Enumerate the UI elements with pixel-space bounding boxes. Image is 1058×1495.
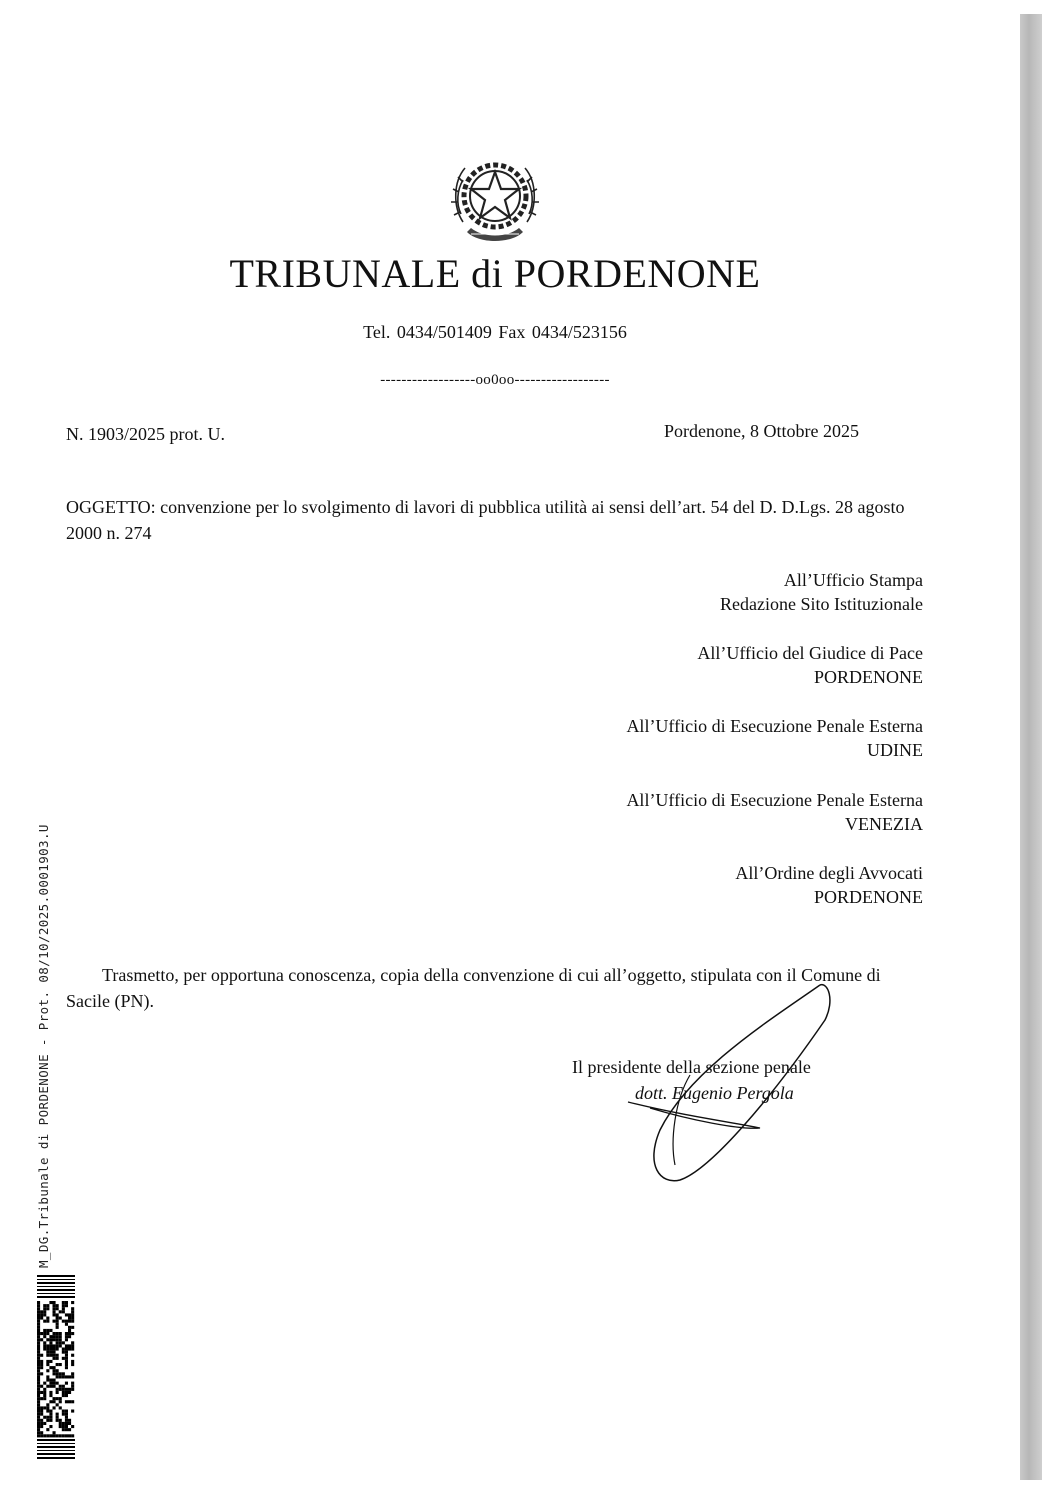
recipient-office: All’Ordine degli Avvocati: [735, 863, 923, 883]
ornamental-separator: ------------------oo0oo------------------: [380, 372, 610, 388]
recipient-office: All’Ufficio Stampa: [783, 570, 923, 590]
signer-name: dott. Eugenio Pergola: [635, 1083, 794, 1103]
recipient-detail: PORDENONE: [813, 667, 923, 687]
signer-title: Il presidente della sezione penale: [572, 1057, 811, 1077]
datamatrix-barcode-icon: [37, 1275, 75, 1461]
contact-numbers: Tel. 0434/501409 Fax 0434/523156: [363, 322, 627, 342]
recipient-detail: VENEZIA: [845, 814, 923, 834]
recipient-office: All’Ufficio di Esecuzione Penale Esterna: [626, 716, 923, 736]
subject-line: OGGETTO: convenzione per lo svolgimento di lavori di pubblica utilità ai sensi dell’art. 54 del D. D.Lgs. 28 agosto 2000 n. 274: [66, 497, 905, 543]
protocol-number: N. 1903/2025 prot. U.: [66, 424, 225, 444]
recipient-detail: UDINE: [867, 740, 923, 760]
recipient-block: [626, 714, 923, 762]
italian-republic-emblem-icon: [449, 152, 541, 248]
recipient-office: All’Ufficio di Esecuzione Penale Esterna: [626, 790, 923, 810]
scan-page-edge: [1020, 14, 1042, 1480]
recipient-block: [626, 788, 923, 836]
recipient-block: [720, 568, 923, 616]
recipient-office: All’Ufficio del Giudice di Pace: [697, 643, 923, 663]
recipient-block: [735, 861, 923, 909]
margin-stamp-text: M_DG.Tribunale di PORDENONE - Prot. 08/10/2025.0001903.U: [36, 824, 51, 1268]
body-paragraph: Trasmetto, per opportuna conoscenza, copia della convenzione di cui all’oggetto, stipulata con il Comune di Sacile (PN).: [66, 965, 881, 1011]
court-title: TRIBUNALE di PORDENONE: [229, 251, 761, 296]
recipient-block: [697, 641, 923, 689]
recipient-detail: PORDENONE: [813, 887, 923, 907]
recipient-detail: Redazione Sito Istituzionale: [720, 594, 923, 614]
letter-date: Pordenone, 8 Ottobre 2025: [664, 421, 859, 441]
